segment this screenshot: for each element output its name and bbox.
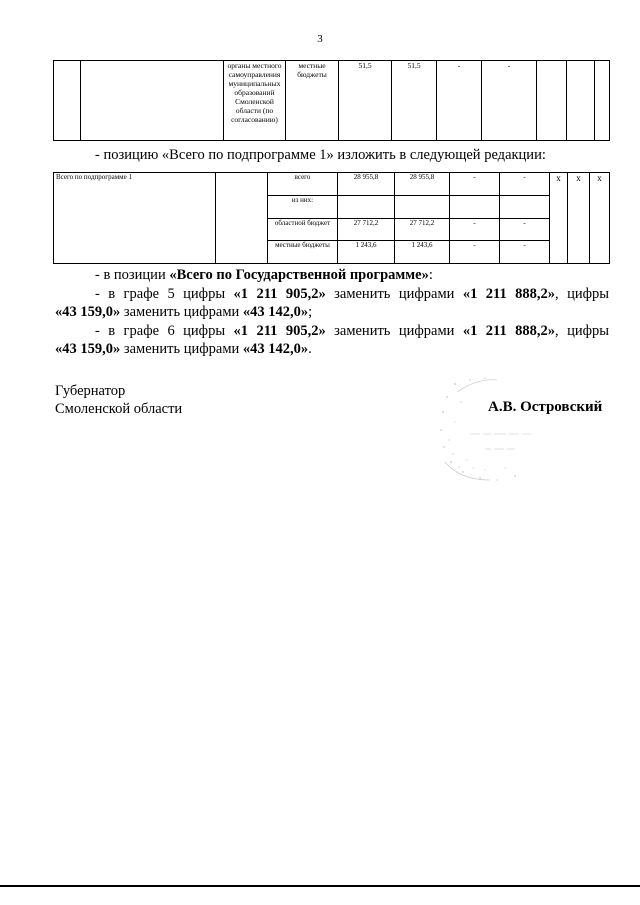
table-row: Всего по подпрограмме 1 всего 28 955,8 28 955,8 - - x x x: [54, 173, 610, 196]
executor-cell: органы местного самоуправления муниципальных образований Смоленской области (по согласованию): [224, 61, 286, 141]
table-row: местные бюджеты 1 243,6 1 243,6 - -: [54, 241, 610, 264]
total-cell: 51,5: [339, 61, 392, 141]
signatory-name: А.В. Островский: [488, 399, 603, 415]
signatory-title: Губернатор Смоленской области: [55, 383, 183, 417]
year2-cell: -: [437, 61, 482, 141]
paragraph-program-total: - в позиции «Всего по Государственной программе»:: [95, 267, 433, 283]
paragraph-column6-cont: «43 159,0» заменить цифрами «43 142,0».: [55, 341, 312, 357]
table-fragment-top: [53, 60, 610, 141]
bottom-divider: [0, 885, 640, 887]
year1-cell: 51,5: [392, 61, 437, 141]
table-subprogram-total: [53, 172, 610, 264]
source-cell: местные бюджеты: [286, 61, 339, 141]
x-mark: x: [568, 173, 590, 264]
page-number: 3: [317, 33, 323, 45]
x-mark: x: [550, 173, 568, 264]
table-row: [54, 61, 610, 141]
paragraph-column5-cont: «43 159,0» заменить цифрами «43 142,0»;: [55, 304, 313, 320]
subprogram-label: Всего по подпрограмме 1: [54, 173, 216, 264]
paragraph-subprogram-total: - позицию «Всего по подпрограмме 1» изложить в следующей редакции:: [95, 147, 546, 163]
x-mark: x: [590, 173, 610, 264]
table-row: из них:: [54, 195, 610, 218]
stamp-icon: [425, 372, 575, 487]
paragraph-column5: - в графе 5 цифры «1 211 905,2» заменить цифрами «1 211 888,2», цифры: [95, 286, 610, 302]
year3-cell: -: [482, 61, 537, 141]
table-row: областной бюджет 27 712,2 27 712,2 - -: [54, 218, 610, 241]
paragraph-column6: - в графе 6 цифры «1 211 905,2» заменить цифрами «1 211 888,2», цифры: [95, 323, 610, 339]
